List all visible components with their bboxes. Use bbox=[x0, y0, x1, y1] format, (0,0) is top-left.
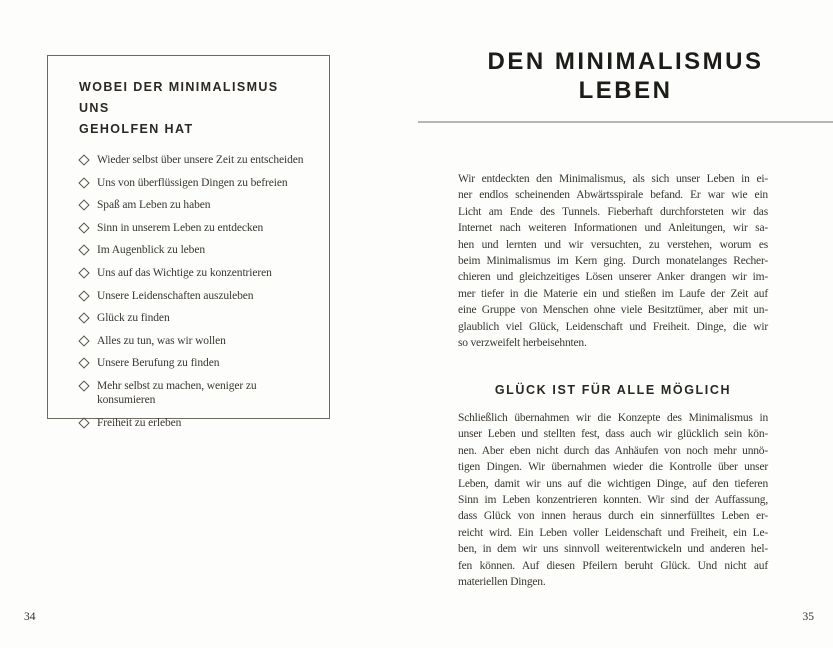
paragraph-1 bbox=[458, 171, 768, 351]
list-item bbox=[79, 198, 305, 212]
text-line: Licht am Ende des Tunnels. Fieberhaft durchforsteten wir das bbox=[458, 205, 768, 218]
text-line: Schließlich übernahmen wir die Konzepte des Minimalismus in bbox=[458, 412, 768, 424]
list-item bbox=[79, 176, 305, 190]
text-line: Leben, damit wir uns auf die wichtigen Dinge, auf den tieferen bbox=[458, 477, 768, 490]
text-line: so verzweifelt herbeisehnten. bbox=[458, 337, 587, 350]
text-line: hen und lernten und wir versuchten, zu verstehen, worum es bbox=[458, 238, 768, 251]
list-item bbox=[79, 153, 305, 167]
chapter-title bbox=[418, 48, 833, 105]
box-heading bbox=[79, 77, 305, 140]
diamond-bullet-icon bbox=[78, 177, 89, 188]
box-heading-line-2: GEHOLFEN HAT bbox=[79, 122, 194, 136]
diamond-bullet-icon bbox=[78, 335, 89, 346]
diamond-bullet-icon bbox=[78, 417, 89, 428]
page-number-left: 34 bbox=[24, 611, 36, 623]
list-item-label: Wieder selbst über unsere Zeit zu entscheiden bbox=[97, 154, 304, 166]
text-line: dass Glück von innen heraus durch ein sinnerfülltes Leben er- bbox=[458, 510, 768, 523]
text-line: beim Minimalismus im Kern ging. Durch monatelanges Recher- bbox=[458, 255, 768, 268]
list-item bbox=[79, 243, 305, 257]
text-line: Internet nach weiteren Informationen und Anleitungen, wir sa- bbox=[458, 222, 768, 235]
text-line: ner endlos scheinenden Abwärtsspirale befand. Er war wie ein bbox=[458, 189, 768, 202]
list-item bbox=[79, 379, 305, 407]
diamond-bullet-icon bbox=[78, 312, 89, 323]
list-item bbox=[79, 356, 305, 370]
list-item bbox=[79, 289, 305, 303]
page-number-right: 35 bbox=[802, 611, 814, 623]
list-item-label: Sinn in unserem Leben zu entdecken bbox=[97, 221, 264, 234]
list-item-label: Freiheit zu erleben bbox=[97, 416, 182, 429]
list-item-label: Im Augenblick zu leben bbox=[97, 244, 205, 257]
benefits-list bbox=[79, 153, 305, 430]
paragraph-2 bbox=[458, 410, 768, 590]
text-line: glaublich viel Glück, Leidenschaft und Freiheit. Dinge, die wir bbox=[458, 320, 768, 333]
text-line: eine Gruppe von Menschen ohne viele Besitztümer, aber mit un- bbox=[458, 304, 768, 317]
diamond-bullet-icon bbox=[78, 267, 89, 278]
box-heading-line-1: WOBEI DER MINIMALISMUS UNS bbox=[79, 80, 279, 115]
text-line: Sinn im Leben konzentrieren konnten. Wir sind der Auffassung, bbox=[458, 494, 768, 507]
chapter-title-line-1: DEN MINIMALISMUS bbox=[487, 48, 764, 75]
list-item-label: Unsere Leidenschaften auszuleben bbox=[97, 289, 254, 302]
text-line: mer tiefer in die Materie ein und stießen im Laufe der Zeit auf bbox=[458, 287, 768, 300]
list-item-label: Alles zu tun, was wir wollen bbox=[97, 334, 226, 347]
text-line: unser Leben und stellten fest, dass auch wir glücklich sein kön- bbox=[458, 428, 768, 441]
list-item-label: Unsere Berufung zu finden bbox=[97, 357, 220, 370]
title-rule bbox=[418, 121, 833, 123]
diamond-bullet-icon bbox=[78, 290, 89, 301]
list-item-label: Spaß am Leben zu haben bbox=[97, 199, 211, 212]
list-item-label: Uns auf das Wichtige zu konzentrieren bbox=[97, 266, 272, 279]
list-item-label: Uns von überflüssigen Dingen zu befreien bbox=[97, 176, 288, 189]
diamond-bullet-icon bbox=[78, 245, 89, 256]
list-item bbox=[79, 334, 305, 348]
section-subheading: GLÜCK IST FÜR ALLE MÖGLICH bbox=[494, 383, 732, 397]
diamond-bullet-icon bbox=[78, 380, 89, 391]
diamond-bullet-icon bbox=[78, 222, 89, 233]
diamond-bullet-icon bbox=[78, 200, 89, 211]
list-item-label: Mehr selbst zu machen, weniger zu konsumieren bbox=[97, 379, 257, 406]
list-item-label: Glück zu finden bbox=[97, 312, 170, 325]
list-item bbox=[79, 416, 305, 430]
diamond-bullet-icon bbox=[78, 358, 89, 369]
text-line: Wir entdeckten den Minimalismus, als sich unser Leben in ei- bbox=[458, 173, 768, 185]
benefits-box bbox=[47, 55, 330, 429]
text-line: nen. Aber eben nicht durch das Anhäufen von noch mehr unnö- bbox=[458, 444, 768, 457]
text-line: tigen Dingen. Wir übernahmen wieder die Kontrolle über unser bbox=[458, 461, 768, 474]
text-line: reicht wird. Ein Leben voller Leidenschaft und Freiheit, ein Le- bbox=[458, 526, 768, 539]
list-item bbox=[79, 221, 305, 235]
text-line: chieren und gleichzeitiges Lösen unserer Anker drangen wir im- bbox=[458, 271, 768, 284]
text-line: fen können. Auf diesen Pfeilern beruht Glück. Und nicht auf bbox=[458, 559, 768, 572]
diamond-bullet-icon bbox=[78, 154, 89, 165]
text-line: materiellen Dingen. bbox=[458, 576, 546, 589]
list-item bbox=[79, 266, 305, 280]
list-item bbox=[79, 311, 305, 325]
chapter-title-line-2: LEBEN bbox=[578, 76, 673, 104]
text-line: ben, in dem wir uns sinnvoll weiterentwickeln und anderen hel- bbox=[458, 543, 768, 556]
